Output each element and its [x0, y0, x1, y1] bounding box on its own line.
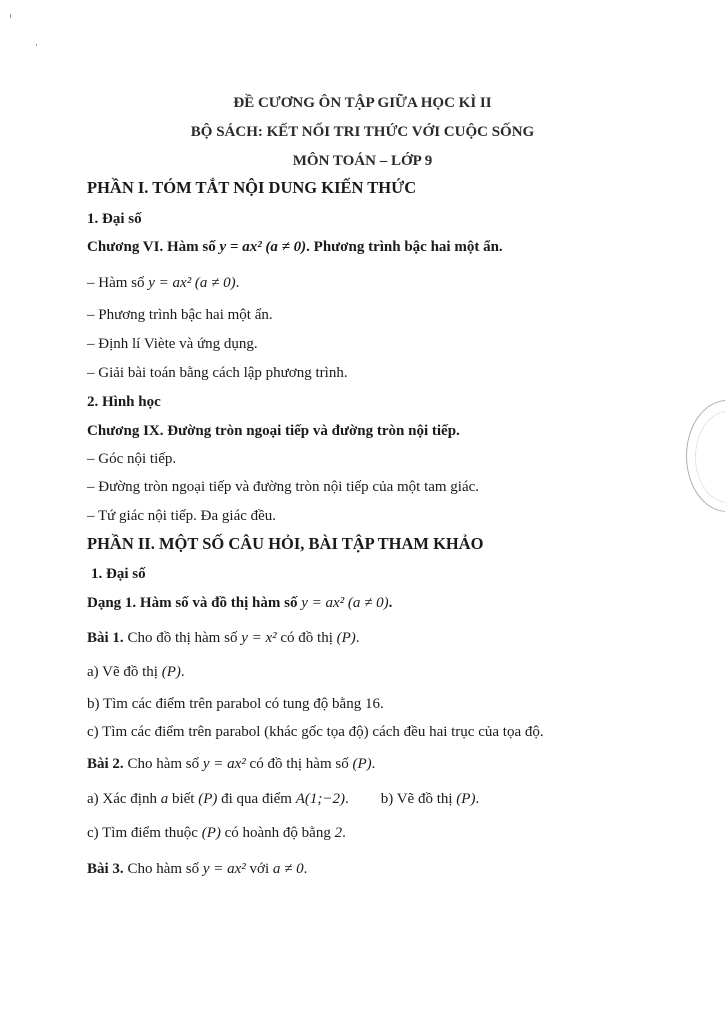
list-item: – Góc nội tiếp. — [87, 451, 177, 467]
type1-heading: Dạng 1. Hàm số và đồ thị hàm số y = ax² (a ≠ 0). — [87, 595, 393, 611]
list-item: – Phương trình bậc hai một ẩn. — [87, 307, 273, 323]
formula: y = ax² (a ≠ 0) — [219, 239, 307, 255]
formula: (P) — [352, 756, 372, 772]
list-item: – Hàm số y = ax² (a ≠ 0). — [87, 275, 240, 291]
exercise-1a: a) Vẽ đồ thị (P). — [87, 664, 185, 680]
exercise-1: Bài 1. Cho đồ thị hàm số y = x² có đồ thị (P). — [87, 630, 360, 646]
exercise-label: Bài 2. — [87, 756, 124, 772]
stamp-seal — [686, 400, 725, 512]
formula: 2 — [334, 825, 343, 841]
formula: (P) — [336, 630, 356, 646]
scan-speck — [36, 44, 37, 46]
formula: (P) — [198, 791, 218, 807]
exercise-1c: c) Tìm các điểm trên parabol (khác gốc tọa độ) cách đều hai trục của tọa độ. — [87, 724, 544, 740]
exercise-1b: b) Tìm các điểm trên parabol có tung độ bằng 16. — [87, 696, 384, 712]
chapter9-heading: Chương IX. Đường tròn ngoại tiếp và đường tròn nội tiếp. — [87, 423, 460, 439]
doc-title-1: ĐỀ CƯƠNG ÔN TẬP GIỮA HỌC KÌ II — [233, 95, 492, 111]
formula: y = x² — [241, 630, 277, 646]
list-item: – Định lí Viète và ứng dụng. — [87, 336, 258, 352]
part2-algebra-heading: 1. Đại số — [91, 566, 146, 582]
list-item: – Đường tròn ngoại tiếp và đường tròn nội tiếp của một tam giác. — [87, 479, 480, 495]
part1-geometry-heading: 2. Hình học — [87, 394, 161, 410]
formula: y = ax² (a ≠ 0) — [148, 275, 236, 291]
scan-speck — [10, 14, 11, 18]
list-item: – Tứ giác nội tiếp. Đa giác đều. — [87, 508, 277, 524]
formula: y = ax² — [202, 756, 246, 772]
doc-title-3: MÔN TOÁN – LỚP 9 — [292, 153, 433, 169]
formula: y = ax² (a ≠ 0) — [301, 595, 389, 611]
formula: a — [160, 791, 169, 807]
formula: a ≠ 0 — [272, 861, 304, 877]
formula: y = ax² — [202, 861, 246, 877]
exercise-label: Bài 1. — [87, 630, 124, 646]
exercise-2: Bài 2. Cho hàm số y = ax² có đồ thị hàm số (P). — [87, 756, 376, 772]
exercise-2ab: a) Xác định a biết (P) đi qua điểm A(1;−2). b) Vẽ đồ thị (P). — [87, 791, 480, 807]
exercise-3: Bài 3. Cho hàm số y = ax² với a ≠ 0. — [87, 861, 308, 877]
part1-algebra-heading: 1. Đại số — [87, 211, 142, 227]
formula: (P) — [456, 791, 476, 807]
formula: (P) — [201, 825, 221, 841]
formula: A(1;−2) — [295, 791, 345, 807]
formula: (P) — [161, 664, 181, 680]
doc-title-2: BỘ SÁCH: KẾT NỐI TRI THỨC VỚI CUỘC SỐNG — [190, 124, 535, 140]
part1-title: PHẦN I. TÓM TẮT NỘI DUNG KIẾN THỨC — [87, 178, 417, 197]
exercise-label: Bài 3. — [87, 861, 124, 877]
list-item: – Giải bài toán bằng cách lập phương trình. — [87, 365, 348, 381]
chapter6-heading: Chương VI. Hàm số y = ax² (a ≠ 0). Phương trình bậc hai một ẩn. — [87, 239, 503, 255]
part2-title: PHẦN II. MỘT SỐ CÂU HỎI, BÀI TẬP THAM KHẢO — [87, 534, 484, 553]
exercise-2c: c) Tìm điểm thuộc (P) có hoành độ bằng 2. — [87, 825, 346, 841]
